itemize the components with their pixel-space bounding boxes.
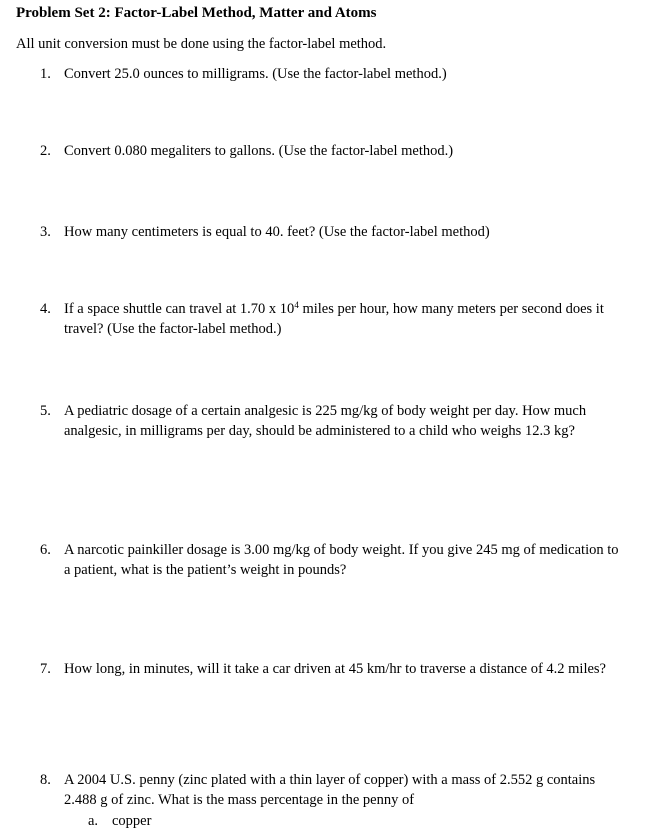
problem-5 xyxy=(40,401,625,441)
problem-text: Convert 25.0 ounces to milligrams. (Use the factor-label method.) xyxy=(64,66,447,82)
subitem-text: copper xyxy=(112,813,152,829)
problem-text: How many centimeters is equal to 40. feet? (Use the factor-label method) xyxy=(64,224,490,240)
problem-number: 2. xyxy=(40,143,51,159)
problem-text: Convert 0.080 megaliters to gallons. (Use the factor-label method.) xyxy=(64,143,454,159)
problem-text: A 2004 U.S. penny (zinc plated with a thin layer of copper) with a mass of 2.552 g contains 2.488 g of zinc. What is the mass percentage in the penny of xyxy=(64,772,596,808)
problem-7 xyxy=(40,659,625,679)
problem-1 xyxy=(40,64,625,84)
problem-2 xyxy=(40,141,625,161)
problem-text: A pediatric dosage of a certain analgesic is 225 mg/kg of body weight per day. How much analgesic, in milligrams per day, should be administered to a child who weighs 12.3 kg? xyxy=(64,403,587,439)
problem-text-part: If a space shuttle can travel at 1.70 x 10 xyxy=(64,301,295,317)
problem-3 xyxy=(40,222,625,242)
problem-4 xyxy=(40,299,625,339)
problem-number: 4. xyxy=(40,301,51,317)
problem-6 xyxy=(40,540,625,580)
subitem-a xyxy=(88,811,151,831)
exponent: 4 xyxy=(294,300,299,310)
problem-number: 3. xyxy=(40,224,51,240)
problem-text-part: miles per hour, how many meters per second does it travel? (Use the factor-label method.) xyxy=(64,301,604,337)
problem-number: 8. xyxy=(40,772,51,788)
page-title: Problem Set 2: Factor-Label Method, Matter and Atoms xyxy=(16,5,377,21)
intro-instruction: All unit conversion must be done using the factor-label method. xyxy=(16,36,387,52)
problem-number: 1. xyxy=(40,66,51,82)
problem-text: A narcotic painkiller dosage is 3.00 mg/kg of body weight. If you give 245 mg of medication to a patient, what is the patient’s weight in pounds? xyxy=(64,542,619,578)
problem-text: How long, in minutes, will it take a car driven at 45 km/hr to traverse a distance of 4.2 miles? xyxy=(64,661,606,677)
problem-number: 6. xyxy=(40,542,51,558)
subitem-letter: a. xyxy=(88,813,99,829)
problem-text xyxy=(64,299,625,339)
problem-number: 5. xyxy=(40,403,51,419)
problem-number: 7. xyxy=(40,661,51,677)
problem-8 xyxy=(40,770,625,810)
